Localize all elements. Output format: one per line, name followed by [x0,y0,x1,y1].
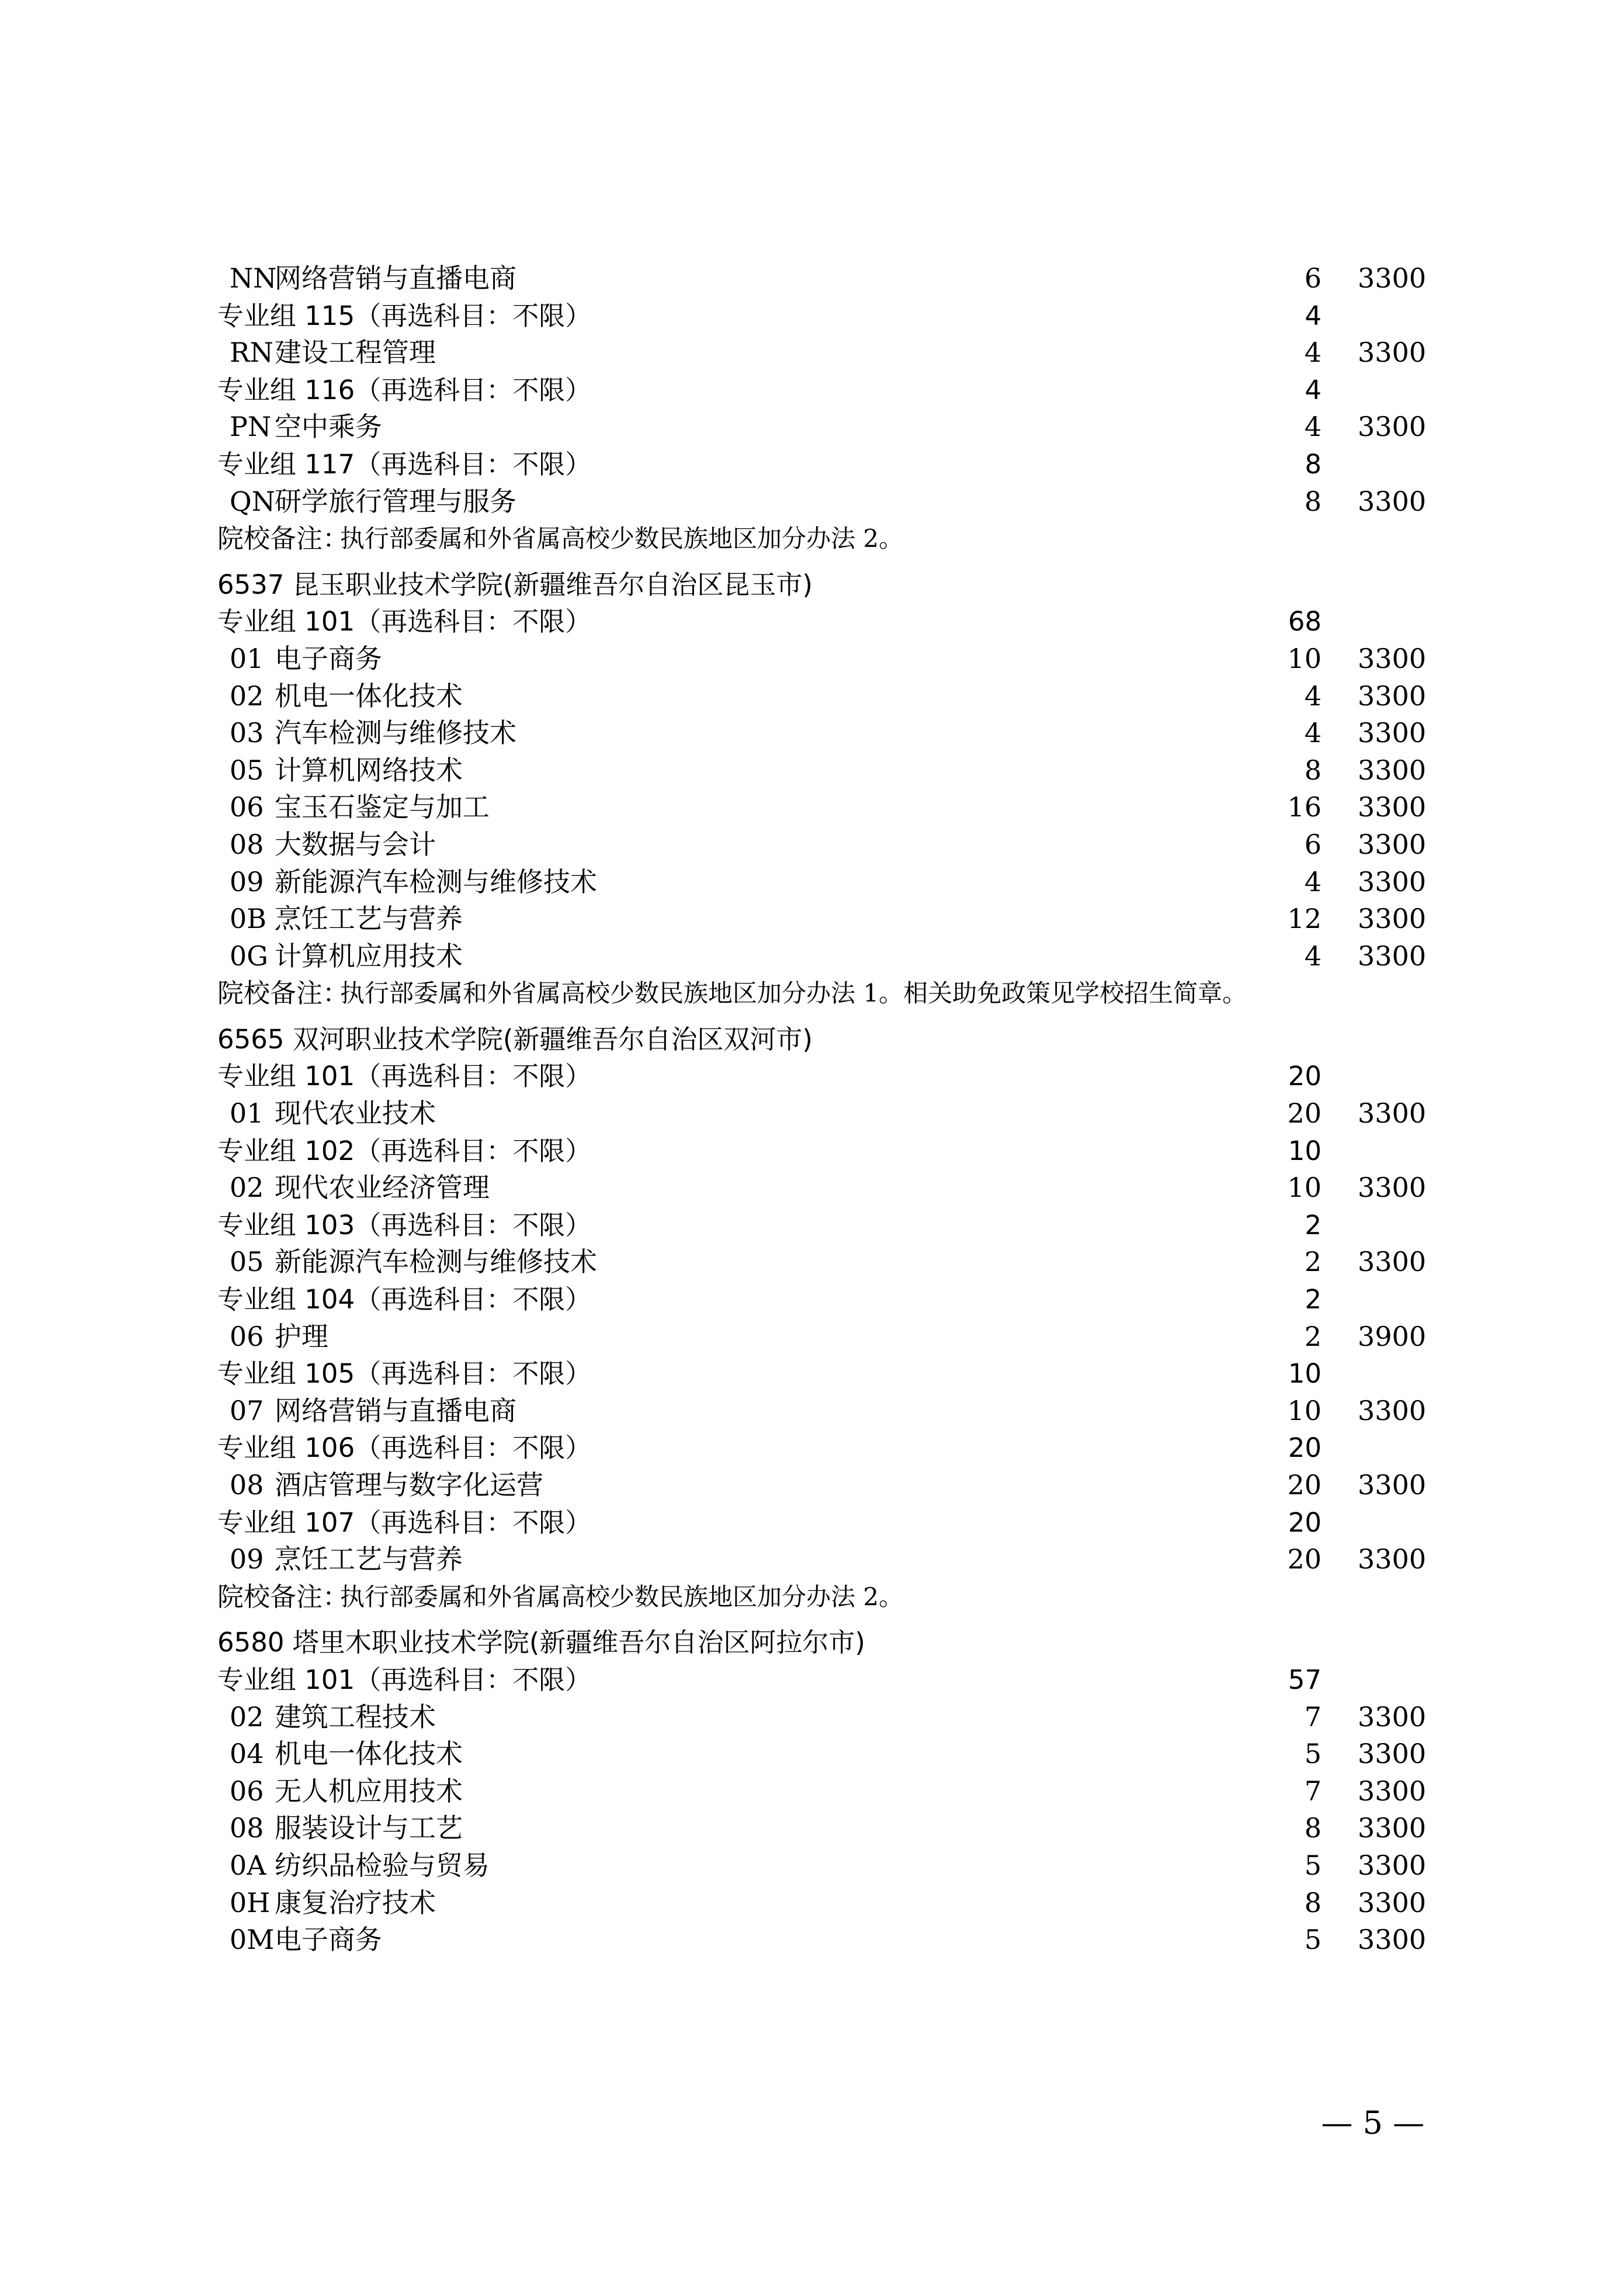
plan-count: 4 [1304,337,1322,369]
section-gap [0,557,1623,566]
school-note-label: 院校备注： [217,978,349,1009]
major-row [0,715,1623,752]
school-note-text: 执行部委属和外省属高校少数民族地区加分办法 2。 [340,524,904,553]
major-row [0,1095,1623,1133]
group-plan-count: 2 [1305,1209,1322,1241]
tuition-fee: 3300 [1357,337,1426,369]
plan-count: 2 [1304,1246,1322,1278]
tuition-fee: 3300 [1357,754,1426,786]
major-row [0,1921,1623,1959]
major-code: 0M [230,1924,275,1956]
tuition-fee: 3300 [1357,1775,1426,1807]
major-row [0,789,1623,826]
tuition-fee: 3300 [1357,828,1426,860]
tuition-fee: 3300 [1357,1172,1426,1204]
school-name: 6537 昆玉职业技术学院(新疆维吾尔自治区昆玉市) [217,569,813,600]
group-plan-count: 10 [1288,1135,1322,1166]
major-name: 机电一体化技术 [275,680,463,712]
plan-count: 8 [1304,485,1322,517]
tuition-fee: 3300 [1357,642,1426,674]
school-note-text: 执行部委属和外省属高校少数民族地区加分办法 1。相关助免政策见学校招生简章。 [340,979,1247,1008]
major-row [0,752,1623,789]
major-code: 08 [230,828,264,860]
group-plan-count: 2 [1305,1284,1322,1315]
school-name: 6565 双河职业技术学院(新疆维吾尔自治区双河市) [217,1023,813,1055]
major-name: 机电一体化技术 [275,1738,463,1770]
school-note-label: 院校备注： [217,523,349,555]
major-row [0,1810,1623,1847]
major-code: 01 [230,1097,264,1130]
tuition-fee: 3300 [1357,1701,1426,1733]
group-plan-count: 10 [1288,1358,1322,1390]
tuition-fee: 3300 [1357,1849,1426,1881]
major-code: 02 [230,1172,264,1204]
major-name: 酒店管理与数字化运营 [275,1469,543,1501]
tuition-fee: 3300 [1357,1543,1426,1575]
major-code: 03 [230,717,264,749]
tuition-fee: 3300 [1357,411,1426,443]
plan-count: 7 [1304,1775,1322,1807]
school-heading [0,1021,1623,1058]
major-code: 09 [230,865,264,898]
major-group-row [0,1661,1623,1699]
major-name: 新能源汽车检测与维修技术 [275,1246,597,1278]
major-group-label: 专业组 101（再选科目：不限） [217,606,592,638]
major-row [0,483,1623,521]
plan-count: 8 [1304,1886,1322,1918]
major-name: 烹饪工艺与营养 [275,1543,463,1575]
major-group-label: 专业组 101（再选科目：不限） [217,1664,592,1695]
section-gap [0,1012,1623,1021]
plan-count: 4 [1304,865,1322,898]
major-row [0,1318,1623,1356]
major-row [0,1699,1623,1736]
major-name: 网络营销与直播电商 [275,262,516,294]
major-group-label: 专业组 103（再选科目：不限） [217,1209,592,1241]
plan-count: 5 [1304,1738,1322,1770]
major-name: 宝玉石鉴定与加工 [275,791,490,823]
major-name: 建筑工程技术 [275,1701,436,1733]
major-group-row [0,1133,1623,1170]
plan-count: 20 [1287,1543,1322,1575]
major-row [0,260,1623,297]
major-code: 0H [230,1886,270,1918]
group-plan-count: 68 [1288,606,1322,638]
major-code: 06 [230,791,264,823]
major-name: 烹饪工艺与营养 [275,903,463,935]
major-name: 电子商务 [275,1924,382,1956]
plan-count: 8 [1304,754,1322,786]
tuition-fee: 3300 [1357,680,1426,712]
major-name: 服装设计与工艺 [275,1812,463,1844]
major-name: 康复治疗技术 [275,1886,436,1918]
major-name: 建设工程管理 [275,337,436,369]
section-gap [0,1615,1623,1624]
tuition-fee: 3300 [1357,1097,1426,1130]
major-group-row [0,1281,1623,1318]
plan-count: 4 [1304,680,1322,712]
plan-count: 10 [1287,1394,1322,1426]
major-row [0,1169,1623,1207]
major-code: 02 [230,680,264,712]
plan-count: 6 [1304,828,1322,860]
major-row [0,408,1623,446]
major-code: 09 [230,1543,264,1575]
major-group-row [0,1429,1623,1467]
major-name: 纺织品检验与贸易 [275,1849,490,1881]
major-group-row [0,603,1623,640]
major-row [0,1847,1623,1885]
major-code: QN [230,485,275,517]
major-row [0,826,1623,864]
plan-count: 4 [1304,411,1322,443]
plan-count: 10 [1287,642,1322,674]
plan-count: 20 [1287,1469,1322,1501]
major-group-label: 专业组 102（再选科目：不限） [217,1135,592,1166]
major-name: 现代农业技术 [275,1097,436,1130]
major-code: NN [230,262,277,294]
major-name: 计算机应用技术 [275,940,463,972]
major-name: 空中乘务 [275,411,382,443]
major-group-label: 专业组 107（再选科目：不限） [217,1507,592,1538]
major-name: 大数据与会计 [275,828,436,860]
tuition-fee: 3300 [1357,1738,1426,1770]
major-row [0,1541,1623,1578]
major-row [0,938,1623,975]
school-note [0,1578,1623,1616]
major-code: 07 [230,1394,264,1426]
major-group-label: 专业组 106（再选科目：不限） [217,1432,592,1464]
plan-count: 20 [1287,1097,1322,1130]
plan-count: 16 [1287,791,1322,823]
tuition-fee: 3900 [1357,1320,1426,1352]
tuition-fee: 3300 [1357,1246,1426,1278]
major-name: 汽车检测与维修技术 [275,717,516,749]
plan-count: 7 [1304,1701,1322,1733]
tuition-fee: 3300 [1357,262,1426,294]
major-group-label: 专业组 104（再选科目：不限） [217,1284,592,1315]
plan-count: 12 [1287,903,1322,935]
major-group-label: 专业组 115（再选科目：不限） [217,300,592,331]
plan-count: 5 [1304,1849,1322,1881]
major-group-label: 专业组 105（再选科目：不限） [217,1358,592,1390]
major-code: 0G [230,940,269,972]
major-group-row [0,1355,1623,1393]
major-name: 计算机网络技术 [275,754,463,786]
plan-count: 5 [1304,1924,1322,1956]
major-row [0,1467,1623,1504]
school-note-label: 院校备注： [217,1581,349,1612]
group-plan-count: 4 [1305,300,1322,331]
major-row [0,1773,1623,1810]
major-group-row [0,1058,1623,1095]
tuition-fee: 3300 [1357,1812,1426,1844]
major-code: 05 [230,1246,264,1278]
school-heading [0,566,1623,604]
major-group-row [0,372,1623,409]
major-code: 04 [230,1738,264,1770]
major-row [0,901,1623,938]
major-group-row [0,297,1623,335]
tuition-fee: 3300 [1357,903,1426,935]
plan-count: 10 [1287,1172,1322,1204]
major-name: 护理 [275,1320,328,1352]
major-code: 0B [230,903,267,935]
major-code: 02 [230,1701,264,1733]
group-plan-count: 57 [1288,1664,1322,1695]
tuition-fee: 3300 [1357,485,1426,517]
group-plan-count: 20 [1288,1432,1322,1464]
major-row [0,864,1623,901]
major-code: RN [230,337,273,369]
major-row [0,1885,1623,1922]
major-name: 新能源汽车检测与维修技术 [275,865,597,898]
group-plan-count: 8 [1305,448,1322,480]
major-group-row [0,1207,1623,1244]
major-group-row [0,1504,1623,1542]
school-heading [0,1624,1623,1661]
major-code: 08 [230,1812,264,1844]
admission-plan-document [0,260,1623,1959]
tuition-fee: 3300 [1357,1469,1426,1501]
tuition-fee: 3300 [1357,1924,1426,1956]
group-plan-count: 20 [1288,1507,1322,1538]
major-code: 05 [230,754,264,786]
plan-count: 2 [1304,1320,1322,1352]
major-code: PN [230,411,272,443]
major-group-label: 专业组 116（再选科目：不限） [217,374,592,406]
school-name: 6580 塔里木职业技术学院(新疆维吾尔自治区阿拉尔市) [217,1627,865,1658]
tuition-fee: 3300 [1357,865,1426,898]
major-group-label: 专业组 117（再选科目：不限） [217,448,592,480]
school-note [0,975,1623,1012]
tuition-fee: 3300 [1357,791,1426,823]
major-code: 01 [230,642,264,674]
major-row [0,334,1623,372]
major-name: 电子商务 [275,642,382,674]
school-note [0,520,1623,557]
major-name: 研学旅行管理与服务 [275,485,516,517]
school-note-text: 执行部委属和外省属高校少数民族地区加分办法 2。 [340,1582,904,1611]
major-row [0,1736,1623,1773]
page-number: — 5 — [1321,2104,1424,2141]
major-code: 08 [230,1469,264,1501]
major-name: 现代农业经济管理 [275,1172,490,1204]
major-code: 0A [230,1849,266,1881]
group-plan-count: 4 [1305,374,1322,406]
tuition-fee: 3300 [1357,940,1426,972]
major-row [0,1393,1623,1430]
group-plan-count: 20 [1288,1061,1322,1092]
tuition-fee: 3300 [1357,1886,1426,1918]
major-row [0,678,1623,715]
major-code: 06 [230,1320,264,1352]
major-code: 06 [230,1775,264,1807]
major-group-label: 专业组 101（再选科目：不限） [217,1061,592,1092]
plan-count: 4 [1304,717,1322,749]
plan-count: 6 [1304,262,1322,294]
plan-count: 8 [1304,1812,1322,1844]
major-name: 网络营销与直播电商 [275,1394,516,1426]
tuition-fee: 3300 [1357,1394,1426,1426]
plan-count: 4 [1304,940,1322,972]
major-row [0,1244,1623,1281]
major-group-row [0,446,1623,483]
major-name: 无人机应用技术 [275,1775,463,1807]
tuition-fee: 3300 [1357,717,1426,749]
major-row [0,640,1623,678]
